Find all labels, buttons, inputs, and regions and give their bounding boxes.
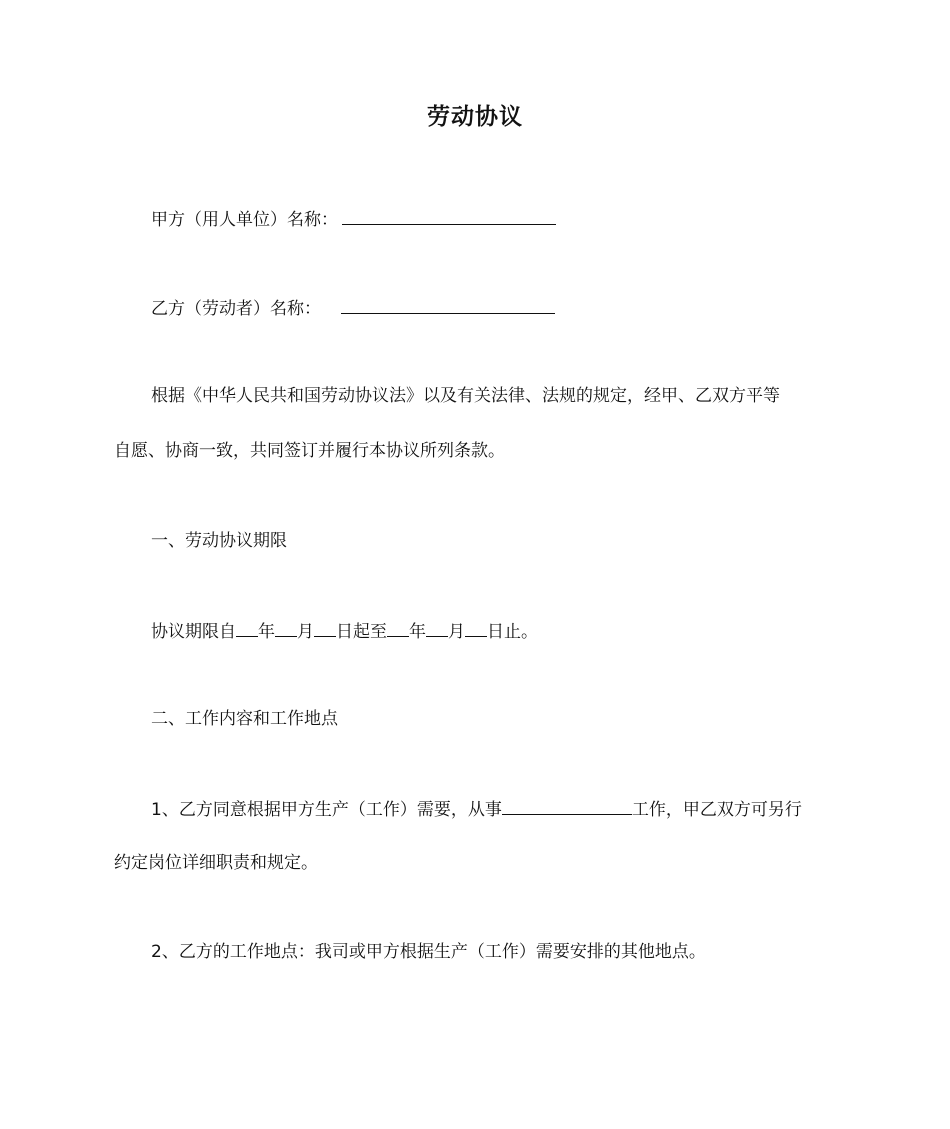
clause1-line-2: 约定岗位详细职责和规定。 [114, 853, 318, 873]
start-month-blank[interactable] [275, 618, 297, 637]
clause1-prefix: 1、乙方同意根据甲方生产（工作）需要，从事 [151, 800, 502, 820]
term-month-2: 月 [448, 622, 465, 642]
party-b-label: 乙方（劳动者）名称： [151, 299, 321, 319]
term-line [151, 618, 538, 644]
party-b-line [151, 295, 555, 321]
party-a-name-blank[interactable] [342, 206, 556, 225]
clause1-suffix: 工作，甲乙双方可另行 [631, 800, 802, 820]
clause2-line: 2、乙方的工作地点：我司或甲方根据生产（工作）需要安排的其他地点。 [151, 942, 706, 962]
end-day-blank[interactable] [465, 618, 487, 637]
term-year-1: 年 [258, 622, 275, 642]
job-title-blank[interactable] [502, 796, 632, 815]
clause1-line-1 [151, 796, 802, 822]
term-prefix: 协议期限自 [151, 622, 236, 642]
preamble-line-1: 根据《中华人民共和国劳动协议法》以及有关法律、法规的规定，经甲、乙双方平等 [151, 386, 780, 406]
end-month-blank[interactable] [426, 618, 448, 637]
term-month-1: 月 [297, 622, 314, 642]
document-title: 劳动协议 [427, 104, 523, 130]
party-b-name-blank[interactable] [341, 295, 555, 314]
start-day-blank[interactable] [314, 618, 336, 637]
party-a-line [151, 206, 556, 232]
section2-heading: 二、工作内容和工作地点 [151, 709, 338, 729]
term-day-from: 日起至 [336, 622, 387, 642]
preamble-line-2: 自愿、协商一致，共同签订并履行本协议所列条款。 [114, 441, 505, 461]
party-a-label: 甲方（用人单位）名称： [151, 210, 338, 230]
term-day-to: 日止。 [487, 622, 538, 642]
section1-heading: 一、劳动协议期限 [151, 531, 287, 551]
term-year-2: 年 [409, 622, 426, 642]
end-year-blank[interactable] [387, 618, 409, 637]
start-year-blank[interactable] [236, 618, 258, 637]
